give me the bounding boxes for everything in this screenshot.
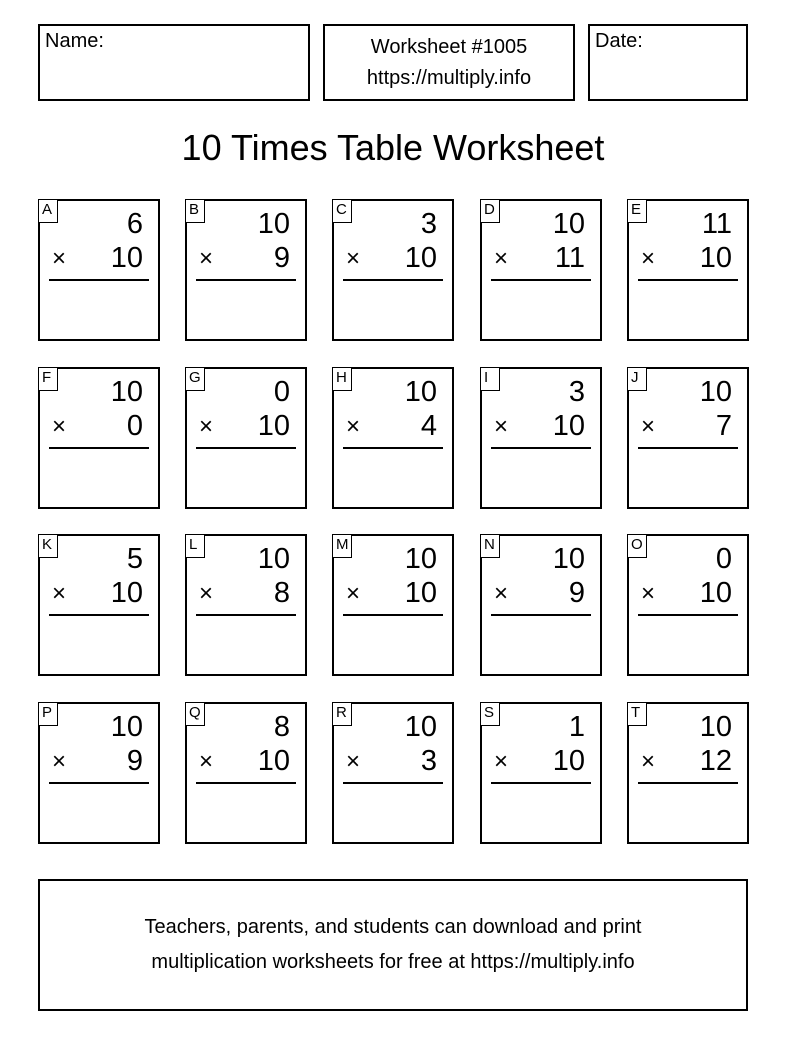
times-sign: × <box>494 413 509 440</box>
answer-line <box>49 279 149 281</box>
multiplier: 9 <box>273 242 290 274</box>
times-sign: × <box>199 413 214 440</box>
answer-area[interactable] <box>334 283 452 339</box>
problem-letter: D <box>480 199 500 223</box>
answer-area[interactable] <box>40 451 158 507</box>
times-sign: × <box>52 413 67 440</box>
footer-line-1: Teachers, parents, and students can download and print <box>144 916 642 938</box>
answer-line <box>49 614 149 616</box>
multiplicand: 1 <box>568 711 585 743</box>
answer-line <box>491 447 591 449</box>
multiplier: 10 <box>699 242 732 274</box>
times-sign: × <box>346 245 361 272</box>
multiplier: 10 <box>552 745 585 777</box>
site-url: https://multiply.info <box>366 66 532 89</box>
multiplicand: 10 <box>257 543 290 575</box>
problem-card <box>480 702 602 844</box>
multiplicand: 10 <box>110 376 143 408</box>
answer-line <box>638 279 738 281</box>
problem-letter: N <box>480 534 500 558</box>
multiplicand: 10 <box>552 543 585 575</box>
multiplier: 10 <box>404 577 437 609</box>
problem-card <box>332 367 454 509</box>
times-sign: × <box>199 748 214 775</box>
problem-card <box>185 367 307 509</box>
answer-line <box>638 782 738 784</box>
problem-card <box>480 367 602 509</box>
times-sign: × <box>641 748 656 775</box>
multiplicand: 10 <box>699 711 732 743</box>
problem-letter: J <box>627 367 647 391</box>
multiplicand: 10 <box>110 711 143 743</box>
problem-letter: Q <box>185 702 205 726</box>
answer-area[interactable] <box>187 283 305 339</box>
multiplier: 10 <box>110 577 143 609</box>
problem-card <box>185 702 307 844</box>
footer-line-2: multiplication worksheets for free at https://multiply.info <box>151 951 635 973</box>
multiplier: 10 <box>257 745 290 777</box>
times-sign: × <box>52 580 67 607</box>
answer-area[interactable] <box>187 786 305 842</box>
worksheet-info-box <box>323 24 575 101</box>
answer-area[interactable] <box>187 451 305 507</box>
multiplier: 8 <box>273 577 290 609</box>
problem-card <box>627 367 749 509</box>
problem-letter: S <box>480 702 500 726</box>
problem-card <box>38 702 160 844</box>
problem-card <box>38 199 160 341</box>
times-sign: × <box>641 245 656 272</box>
answer-area[interactable] <box>334 618 452 674</box>
problem-letter: B <box>185 199 205 223</box>
answer-area[interactable] <box>629 283 747 339</box>
answer-line <box>638 614 738 616</box>
date-label: Date: <box>595 30 643 52</box>
footer-box <box>38 879 748 1011</box>
answer-line <box>196 614 296 616</box>
problem-card <box>480 199 602 341</box>
answer-area[interactable] <box>482 451 600 507</box>
answer-line <box>343 279 443 281</box>
problem-card <box>627 199 749 341</box>
answer-line <box>196 782 296 784</box>
multiplier: 7 <box>715 410 732 442</box>
multiplier: 12 <box>699 745 732 777</box>
answer-line <box>196 447 296 449</box>
date-box <box>588 24 748 101</box>
problem-letter: G <box>185 367 205 391</box>
multiplier: 4 <box>420 410 437 442</box>
answer-area[interactable] <box>334 451 452 507</box>
answer-area[interactable] <box>482 283 600 339</box>
answer-line <box>49 782 149 784</box>
answer-line <box>343 614 443 616</box>
answer-area[interactable] <box>334 786 452 842</box>
answer-area[interactable] <box>629 618 747 674</box>
problem-letter: C <box>332 199 352 223</box>
times-sign: × <box>52 748 67 775</box>
multiplicand: 10 <box>552 208 585 240</box>
problem-letter: T <box>627 702 647 726</box>
multiplicand: 10 <box>404 543 437 575</box>
times-sign: × <box>494 748 509 775</box>
answer-area[interactable] <box>40 283 158 339</box>
problem-letter: L <box>185 534 205 558</box>
name-box <box>38 24 310 101</box>
multiplicand: 10 <box>699 376 732 408</box>
problem-letter: H <box>332 367 352 391</box>
problem-card <box>332 702 454 844</box>
problem-letter: O <box>627 534 647 558</box>
problem-card <box>332 534 454 676</box>
problem-card <box>185 199 307 341</box>
problem-letter: F <box>38 367 58 391</box>
problem-letter: P <box>38 702 58 726</box>
times-sign: × <box>199 580 214 607</box>
name-label: Name: <box>45 30 104 52</box>
multiplier: 10 <box>552 410 585 442</box>
times-sign: × <box>52 245 67 272</box>
problem-letter: K <box>38 534 58 558</box>
multiplicand: 3 <box>568 376 585 408</box>
times-sign: × <box>346 748 361 775</box>
answer-line <box>196 279 296 281</box>
times-sign: × <box>346 413 361 440</box>
multiplier: 11 <box>554 242 585 274</box>
problem-card <box>627 534 749 676</box>
multiplier: 9 <box>568 577 585 609</box>
answer-line <box>491 614 591 616</box>
times-sign: × <box>641 580 656 607</box>
multiplicand: 10 <box>257 208 290 240</box>
times-sign: × <box>641 413 656 440</box>
times-sign: × <box>494 580 509 607</box>
multiplicand: 0 <box>715 543 732 575</box>
answer-area[interactable] <box>40 618 158 674</box>
multiplicand: 10 <box>404 711 437 743</box>
answer-line <box>491 279 591 281</box>
answer-area[interactable] <box>40 786 158 842</box>
times-sign: × <box>346 580 361 607</box>
multiplier: 10 <box>699 577 732 609</box>
problem-card <box>627 702 749 844</box>
answer-line <box>638 447 738 449</box>
multiplicand: 10 <box>404 376 437 408</box>
multiplier: 10 <box>257 410 290 442</box>
problem-letter: E <box>627 199 647 223</box>
multiplier: 10 <box>404 242 437 274</box>
worksheet-number: Worksheet #1005 <box>370 35 528 58</box>
answer-area[interactable] <box>482 786 600 842</box>
page-title: 10 Times Table Worksheet <box>181 127 605 168</box>
multiplier: 0 <box>126 410 143 442</box>
problem-letter: A <box>38 199 58 223</box>
answer-line <box>491 782 591 784</box>
answer-area[interactable] <box>629 786 747 842</box>
answer-area[interactable] <box>187 618 305 674</box>
problem-card <box>38 367 160 509</box>
answer-area[interactable] <box>629 451 747 507</box>
problem-letter: I <box>480 367 500 391</box>
times-sign: × <box>199 245 214 272</box>
multiplicand: 11 <box>701 208 732 240</box>
multiplier: 3 <box>420 745 437 777</box>
multiplicand: 6 <box>126 208 143 240</box>
problem-card <box>38 534 160 676</box>
answer-area[interactable] <box>482 618 600 674</box>
multiplicand: 0 <box>273 376 290 408</box>
answer-line <box>49 447 149 449</box>
problem-grid <box>38 199 749 843</box>
multiplicand: 3 <box>420 208 437 240</box>
times-sign: × <box>494 245 509 272</box>
multiplicand: 8 <box>273 711 290 743</box>
answer-line <box>343 447 443 449</box>
problem-card <box>480 534 602 676</box>
problem-letter: M <box>332 534 352 558</box>
problem-card <box>185 534 307 676</box>
answer-line <box>343 782 443 784</box>
problem-letter: R <box>332 702 352 726</box>
multiplier: 9 <box>126 745 143 777</box>
problem-card <box>332 199 454 341</box>
multiplicand: 5 <box>126 543 143 575</box>
multiplier: 10 <box>110 242 143 274</box>
